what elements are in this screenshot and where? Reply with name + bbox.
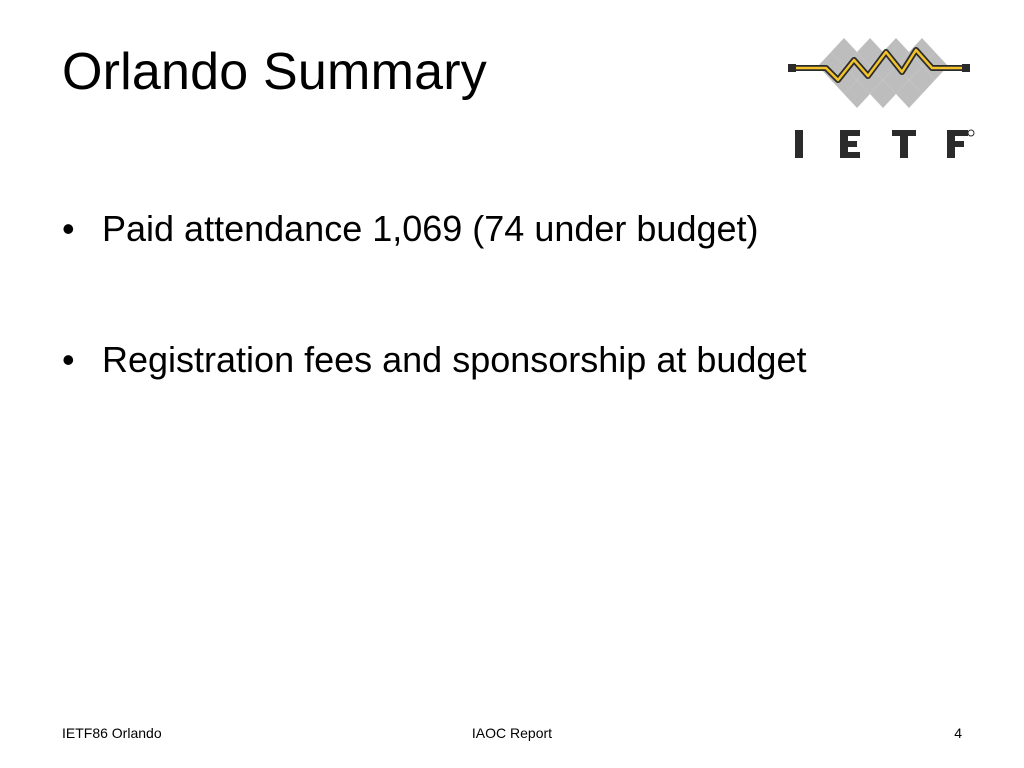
bullet-item bbox=[62, 205, 806, 253]
bullet-item bbox=[62, 336, 806, 384]
ietf-logo bbox=[786, 30, 976, 164]
slide-number: 4 bbox=[954, 725, 962, 741]
bullet-dot: • bbox=[62, 339, 75, 380]
bullet-text: Paid attendance 1,069 (74 under budget) bbox=[102, 208, 759, 249]
footer-event: IETF86 Orlando bbox=[62, 725, 162, 741]
bullet-dot: • bbox=[62, 208, 75, 249]
bullet-list bbox=[62, 205, 806, 467]
bullet-text: Registration fees and sponsorship at budget bbox=[102, 339, 807, 380]
slide-title: Orlando Summary bbox=[62, 43, 487, 101]
ietf-logo-icon bbox=[786, 30, 976, 164]
footer-report-title: IAOC Report bbox=[471, 725, 553, 741]
